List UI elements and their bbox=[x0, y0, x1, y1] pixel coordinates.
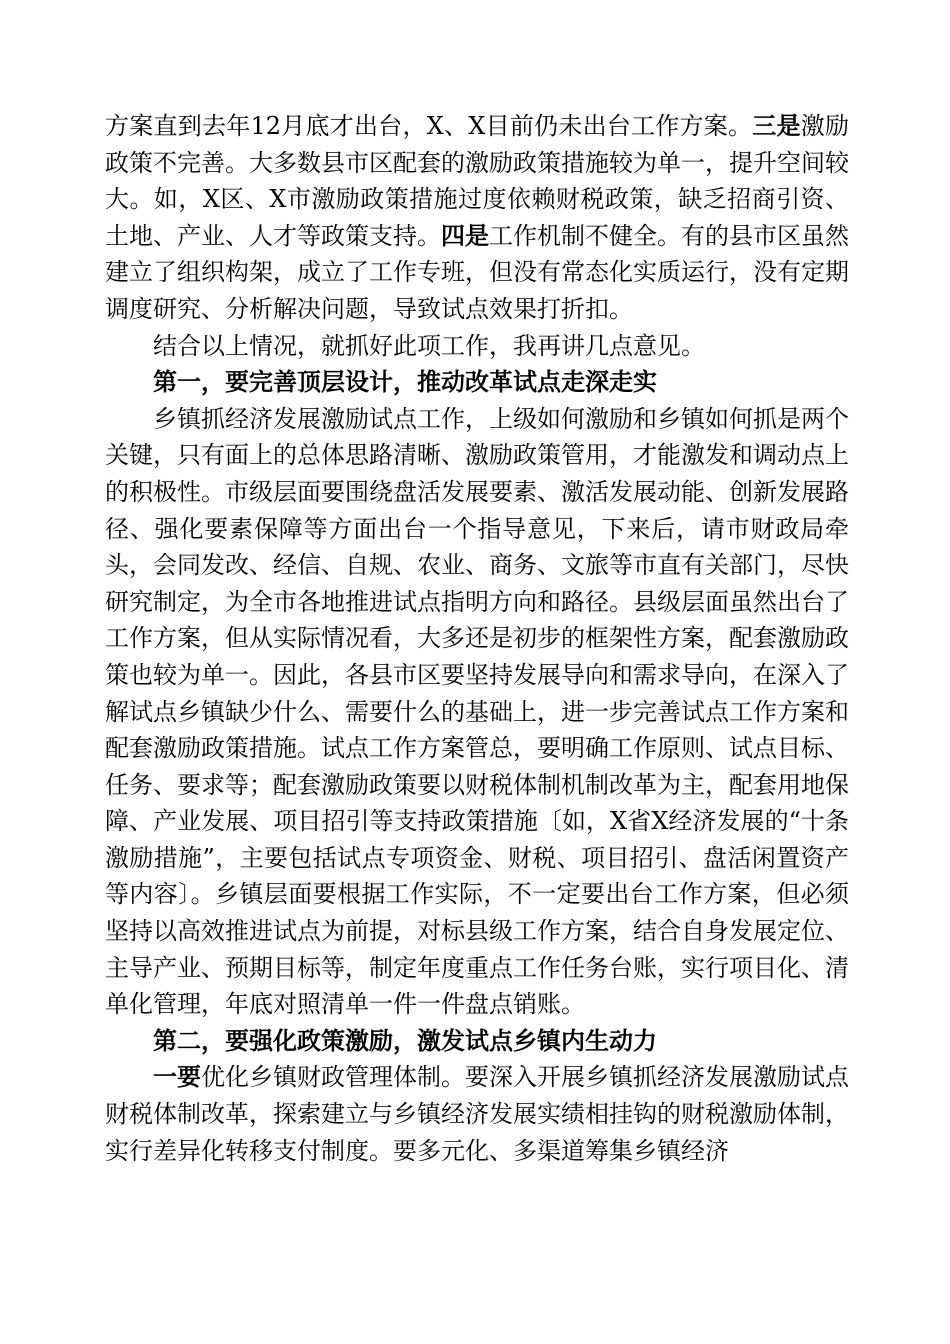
paragraph-text: 方案直到去年12月底才出台，X、X目前仍未出台工作方案。 bbox=[105, 112, 753, 140]
point-lead-third: 三是 bbox=[752, 112, 801, 140]
paragraph-transition: 结合以上情况，就抓好此项工作，我再讲几点意见。 bbox=[153, 331, 705, 360]
point-lead-first: 一要 bbox=[153, 1063, 201, 1092]
paragraph-text: 激励政策不完善。大多数县市区配套的激励政策措施较为单一，提升空间较大。如，X区、X市激励政策措施过度依赖财税政策，缺乏招商引资、土地、产业、人才等政策支持。 bbox=[105, 112, 850, 250]
paragraph-text: 工作机制不健全。有的县市区虽然建立了组织构架，成立了工作专班，但没有常态化实质运行，没有定期调度研究、分析解决问题，导致试点效果打折扣。 bbox=[105, 221, 849, 323]
paragraph-problems bbox=[105, 108, 849, 328]
section-heading-second: 第二，要强化政策激励，激发试点乡镇内生动力 bbox=[153, 1026, 657, 1055]
paragraph-top-design: 乡镇抓经济发展激励试点工作，上级如何激励和乡镇如何抓是两个关键，只有面上的总体思路清晰、激励政策管用，才能激发和调动点上的积极性。市级层面要围绕盘活发展要素、激活发展动能、创新发展路径、强化要素保障等方面出台一个指导意见，下来后，请市财政局牵头，会同发改、经信、自规、农业、商务、文旅等市直有关部门，尽快研究制定，为全市各地推进试点指明方向和路径。县级层面虽然出台了工作方案，但从实际情况看，大多还是初步的框架性方案，配套激励政策也较为单一。因此，各县市区要坚持发展导向和需求导向，在深入了解试点乡镇缺少什么、需要什么的基础上，进一步完善试点工作方案和配套激励政策措施。试点工作方案管总，要明确工作原则、试点目标、任务、要求等；配套激励政策要以财税体制机制改革为主，配套用地保障、产业发展、项目招引等支持政策措施〔如，X省X经济发展的“十条激励措施”，主要包括试点专项资金、财税、项目招引、盘活闲置资产等内容〕。乡镇层面要根据工作实际，不一定要出台工作方案，但必须坚持以高效推进试点为前提，对标县级工作方案，结合自身发展定位、主导产业、预期目标等，制定年度重点工作任务台账，实行项目化、清单化管理，年底对照清单一件一件盘点销账。 bbox=[105, 404, 849, 1019]
document-body bbox=[105, 108, 849, 1169]
paragraph-fiscal-system bbox=[105, 1059, 849, 1169]
paragraph-text: 优化乡镇财政管理体制。要深入开展乡镇抓经济发展激励试点财税体制改革，探索建立与乡镇经济发展实绩相挂钩的财税激励体制，实行差异化转移支付制度。要多元化、多渠道筹集乡镇经济 bbox=[105, 1063, 849, 1165]
section-heading-first: 第一，要完善顶层设计，推动改革试点走深走实 bbox=[153, 368, 657, 397]
point-lead-fourth: 四是 bbox=[441, 221, 489, 250]
